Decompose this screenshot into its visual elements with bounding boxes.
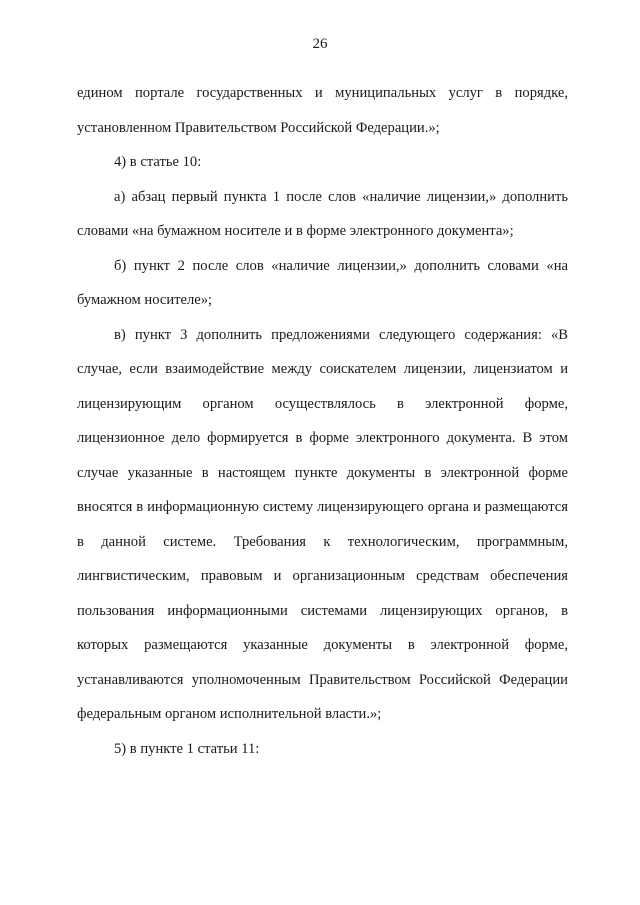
paragraph-item-5: 5) в пункте 1 статьи 11: (114, 740, 260, 757)
paragraph-item-b: б) пункт 2 после слов «наличие лицензии,» дополнить словами «на бумажном носителе»; (77, 257, 568, 308)
paragraph-item-v: в) пункт 3 дополнить предложениями следующего содержания: «В случае, если взаимодействие между соискателем лицензии, лицензиатом и лицензирующим органом осуществлялось в электронной форме, лицензионное дело формируется в форме электронного документа. В этом случае указанные в настоящем пункте документы в электронной форме вносятся в информационную систему лицензирующего органа и размещаются в данной системе. Требования к технологическим, программным, лингвистическим, правовым и организационным средствам обеспечения пользования информационными системами лицензирующих органов, в которых размещаются указанные документы в электронной форме, устанавливаются уполномоченным Правительством Российской Федерации федеральным органом исполнительной власти.»; (77, 326, 568, 722)
page-number: 26 (312, 36, 328, 52)
document-body (77, 76, 568, 766)
paragraph-continuation: едином портале государственных и муниципальных услуг в порядке, установленном Правительством Российской Федерации.»; (77, 85, 568, 136)
paragraph-item-a: а) абзац первый пункта 1 после слов «наличие лицензии,» дополнить словами «на бумажном носителе и в форме электронного документа»; (77, 188, 568, 239)
paragraph-item-4: 4) в статье 10: (114, 154, 202, 170)
